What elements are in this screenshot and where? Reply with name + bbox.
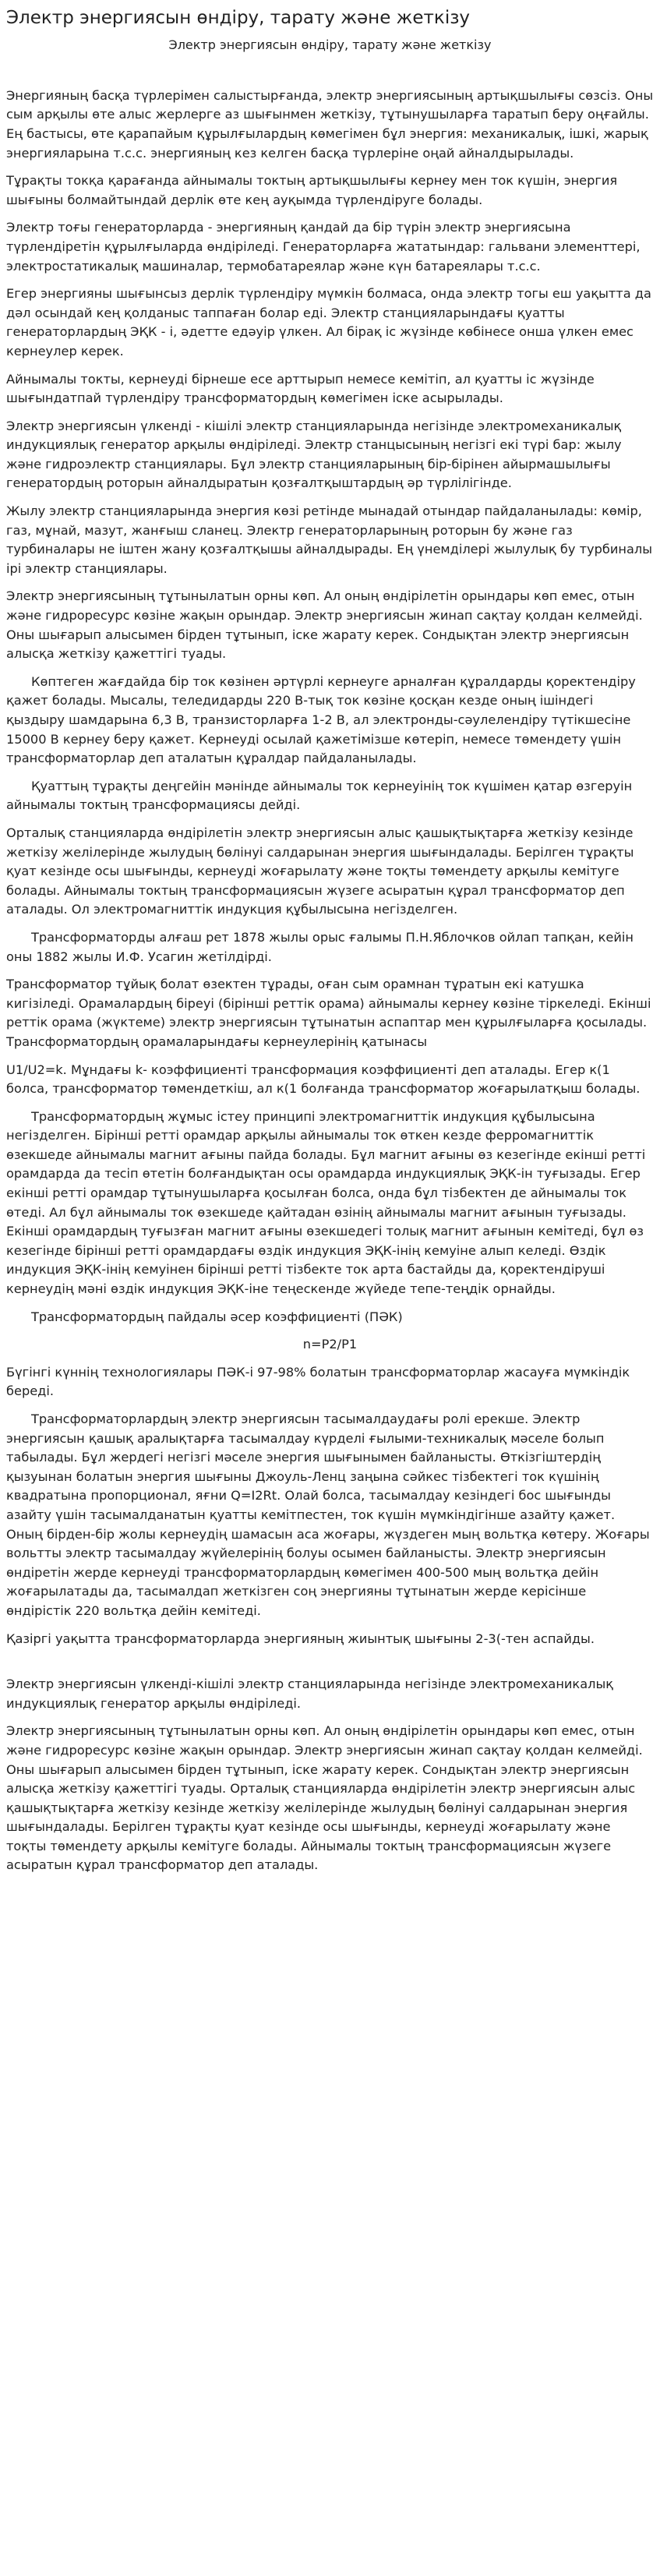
- body-paragraph: Электр энергиясын үлкенді - кішілі электр станцияларында негізінде электромеханикалық индукциялық генератор арқылы өндіріледі. Электр станцысының негізгі екі түрі бар: жылу және гидроэлектр станциялары. Бұл электр станцияларының бір-бірінен айырмашылығы генератордың роторын айналдыратын қозғалтқыштардың әр түрлілігінде.: [6, 418, 622, 491]
- body-paragraph: Трансформатор тұйық болат өзектен тұрады, оған сым орамнан тұратын екі катушка кигізіледі. Орамалардың біреуі (бірінші реттік орама) айнымалы кернеу көзіне тіркеледі. Екінші реттік орама (жүктеме) электр энергиясын тұтынатын аспаптар мен құрылғыларға қосылады. Трансформатордың орамаларындағы кернеулерінің қатынасы: [6, 977, 651, 1049]
- body-paragraph: Көптеген жағдайда бір ток көзінен әртүрлі кернеуге арналған құралдарды қоректендіру қажет болады. Мысалы, теледидарды 220 В-тық ток көзіне қосқан кезде оның ішіндегі қыздыру шамдарына 6,3 В, транзисторларға 1-2 В, ал электронды-сәулелендіру түтікшесіне 15000 В кернеу беру қажет. Кернеуді осылай қажетімізше көтеріп, немесе төмендету үшін трансформаторлар деп аталатын құралдар пайдаланылады.: [6, 673, 636, 766]
- body-paragraph: U1/U2=k. Мұндағы k- коэффициенті трансформация коэффициенті деп аталады. Егер к(1 болса, трансформатор төмендеткіш, ал к(1 болғанда трансформатор жоғарылатқыш болады.: [6, 1062, 641, 1097]
- body-paragraph: Электр энергиясын үлкенді-кішілі электр станцияларында негізінде электромеханикалық индукциялық генератор арқылы өндіріледі.: [6, 1677, 614, 1711]
- page-subtitle: Электр энергиясын өндіру, тарату және жеткізу: [168, 37, 492, 52]
- body-paragraph: Трансформаторды алғаш рет 1878 жылы орыс ғалымы П.Н.Яблочков ойлап тапқан, кейін оны 1882 жылы И.Ф. Усагин жетілдірді.: [6, 929, 634, 964]
- body-paragraph: Тұрақты токқа қарағанда айнымалы токтың артықшылығы кернеу мен ток күшін, энергия шығыны болмайтындай дерлік өте кең ауқымда түрлендіруге болады.: [6, 173, 618, 207]
- body-paragraph: Егер энергияны шығынсыз дерлік түрлендіру мүмкін болмаса, онда электр тогы еш уақытта да дәл осындай кең қолданыс таппаған болар еді. Электр станцияларындағы қуатты генераторлардың ЭҚК - і, әдетте едәуір үлкен. Ал бірақ іс жүзінде көбінесе онша үлкен емес кернеулер керек.: [6, 286, 651, 359]
- body-paragraph: Энергияның басқа түрлерімен салыстырғанда, электр энергиясының артықшылығы сөзсіз. Оны сым арқылы өте алыс жерлерге аз шығынмен жеткізу, тұтынушыларға таратып беру оңғайлы. Ең бастысы, өте қарапайым құрылғылардың көмегімен бұл энергия: механикалық, ішкі, жарық энергияларына т.с.с. энергияның кез келген басқа түрлеріне оңай айналдырылады.: [6, 87, 654, 161]
- body-paragraph: n=P2/P1: [302, 1337, 358, 1352]
- body-paragraph: Жылу электр станцияларында энергия көзі ретінде мынадай отындар пайдаланылады: көмір, газ, мұнай, мазут, жанғыш сланец. Электр генераторларының роторын бу және газ турбиналары не іштен жану қозғалтқышы айналдырады. Ең үнемділері жылулық бу турбиналы ірі электр станциялары.: [6, 504, 653, 576]
- body-paragraph: Бүгінгі күннің технологиялары ПӘК-і 97-98% болатын трансформаторлар жасауға мүмкіндік береді.: [6, 1364, 630, 1399]
- body-paragraph: Электр энергиясының тұтынылатын орны көп. Ал оның өндірілетін орындары көп емес, отын және гидроресурс көзіне жақын орындар. Электр энергиясын жинап сақтау қолдан келмейді. Оны шығарып алысымен бірден тұтынып, іске жарату керек. Сондықтан электр энергиясын алысқа жеткізу қажеттігі туады. Орталық станцияларда өндірілетін электр энергиясын алыс қашықтықтарға жеткізу кезінде жеткізу желілерінде жылудың бөлінуі салдарынан энергия шығындалады. Берілген тұрақты қуат кезінде осы шығынды, кернеуді жоғарылату және тоқты төмендету арқылы кемітуге болады. Айнымалы токтың трансформациясын жүзеге асыратын құрал трансформатор деп аталады.: [6, 1723, 643, 1873]
- body-paragraph: Трансформатордың пайдалы әсер коэффициенті (ПӘК): [31, 1309, 403, 1324]
- body-paragraph: Трансформаторлардың электр энергиясын тасымалдаудағы ролі ерекше. Электр энергиясын қашық аралықтарға тасымалдау күрделі ғылыми-техникалық мәселе болып табылады. Бұл жердегі негізгі мәселе энергия шығынымен байланысты. Өткізгіштердің қызуынан болатын энергия шығыны Джоуль-Ленц заңына сәйкес тізбектегі ток күшінің квадратына пропорционал, яғни Q=I2Rt. Олай болса, тасымалдау кезіндегі бос шығынды азайту үшін тасымалданатын қуатты кемітпестен, ток күшін мүмкіндігінше азайту қажет. Оның бірден-бір жолы кернеудің шамасын аса жоғары, жүздеген мың вольтқа көтеру. Жоғары вольтты электр тасымалдау жүйелерінің болуы осымен байланысты. Электр энергиясын өндіретін жерде кернеуді трансформаторлардың көмегімен 400-500 мың вольтқа дейін жоғарылатады да, тасымалдап жеткізген соң энергияны тұтынатын жерде керісінше өндірістік 220 вольтқа дейін кемітеді.: [6, 1412, 650, 1618]
- body-paragraph: Қуаттың тұрақты деңгейін мәнінде айнымалы ток кернеуінің ток күшімен қатар өзгеруін айнымалы токтың трансформациясы дейді.: [6, 778, 633, 813]
- body-paragraph: Электр тоғы генераторларда - энергияның қандай да бір түрін электр энергиясына түрлендіретін құрылғыларда өндіріледі. Генераторларға жататындар: гальвани элементтері, электростатикалық машиналар, термобатареялар және күн батареялары т.с.с.: [6, 220, 641, 274]
- body-paragraph: Орталық станцияларда өндірілетін электр энергиясын алыс қашықтықтарға жеткізу кезінде жеткізу желілерінде жылудың бөлінуі салдарынан энергия шығындалады. Берілген тұрақты қуат кезінде осы шығынды, кернеуді жоғарылату және тоқты төмендету арқылы кемітуге болады. Айнымалы токтың трансформациясын жүзеге асыратын құрал трансформатор деп аталады. Ол электромагниттік индукция құбылысына негізделген.: [6, 825, 634, 917]
- article-body: [6, 87, 654, 1875]
- page-title: Электр энергиясын өндіру, тарату және жеткізу: [6, 8, 471, 28]
- body-paragraph: Электр энергиясының тұтынылатын орны көп. Ал оның өндірілетін орындары көп емес, отын және гидроресурс көзіне жақын орындар. Электр энергиясын жинап сақтау қолдан келмейді. Оны шығарып алысымен бірден тұтынып, іске жарату керек. Сондықтан электр энергиясын алысқа жеткізу қажеттігі туады.: [6, 588, 643, 662]
- body-paragraph: Айнымалы токты, кернеуді бірнеше есе арттырып немесе кемітіп, ал қуатты іс жүзінде шығындатпай түрлендіру трансформатордың көмегімен іске асырылады.: [6, 371, 595, 406]
- body-paragraph: Қазіргі уақытта трансформаторларда энергияның жиынтық шығыны 2-3(-тен аспайды.: [6, 1631, 595, 1646]
- body-paragraph: Трансформатордың жұмыс істеу принципі электромагниттік индукция құбылысына негізделген. Бірінші ретті орамдар арқылы айнымалы ток өткен кезде ферромагниттік өзекшеде айнымалы магнит ағыны пайда болады. Бұл магнит ағыны өз кезегінде екінші ретті орамдарда да тесіп өтетін болғандықтан осы орамдарда индукциялық ЭҚК-ін туғызады. Егер екінші ретті орамдар тұтынушыларға қосылған болса, онда бұл тізбектен де айнымалы ток өтеді. Ал бұл айнымалы ток өзекшеде қайтадан өзінің айнымалы магнит ағынын туғызады. Екінші орамдардың туғызған магнит ағыны өзекшедегі толық магнит ағынын кемітеді, бұл өз кезегінде бірінші ретті орамдардағы өздік индукция ЭҚК-інің кемуіне алып келеді. Өздік индукция ЭҚК-інің кемуінен бірінші ретті тізбекте ток арта бастайды да, қоректендіруші кернеудің мәні өздік индукция ЭҚК-іне теңескенде жүйеде тепе-теңдік орнайды.: [6, 1108, 646, 1297]
